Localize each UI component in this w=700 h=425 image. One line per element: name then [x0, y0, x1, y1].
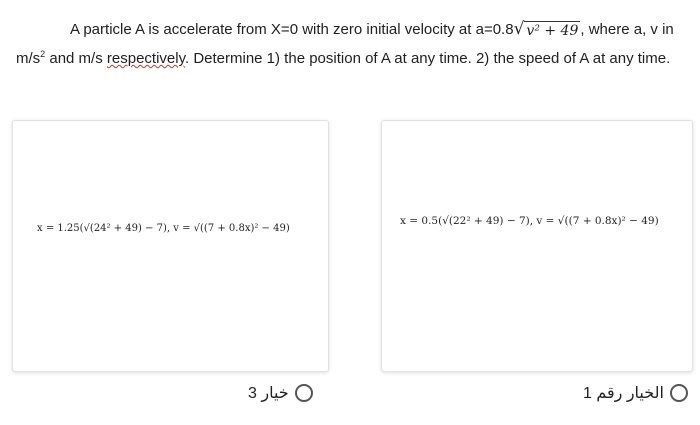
option-label: خيار 3 — [248, 385, 289, 402]
spellcheck-word: respectively — [106, 50, 185, 67]
unit-superscript: 2 — [40, 49, 46, 59]
unit-acceleration: m/s — [16, 50, 41, 67]
option-radio-3[interactable] — [248, 381, 313, 405]
sqrt-icon: √ — [513, 19, 525, 39]
sqrt-radicand: v² + 49 — [526, 23, 579, 39]
option-formula: x = 0.5(√(22² + 49) − 7), v = √((7 + 0.8x)² − 49) — [400, 215, 659, 227]
sqrt-expression — [514, 19, 581, 40]
option-formula: x = 1.25(√(24² + 49) − 7), v = √((7 + 0.8x)² − 49) — [37, 223, 290, 234]
question-rest: . Determine 1) the position of A at any time. 2) the speed of A at any time. — [184, 50, 671, 67]
question-prefix: A particle A is accelerate from X=0 with zero initial velocity at a=0.8 — [70, 21, 514, 38]
radio-button-icon[interactable] — [670, 384, 688, 402]
question-line-1 — [70, 18, 674, 42]
option-card-3[interactable] — [12, 120, 329, 372]
question-and: and m/s — [45, 50, 107, 67]
option-card-1[interactable] — [381, 120, 693, 372]
option-radio-1[interactable] — [583, 381, 688, 405]
question-suffix: , where a, v in — [580, 21, 674, 38]
question-line-2 — [16, 42, 670, 71]
radio-button-icon[interactable] — [295, 384, 313, 402]
option-label: الخيار رقم 1 — [583, 385, 664, 402]
